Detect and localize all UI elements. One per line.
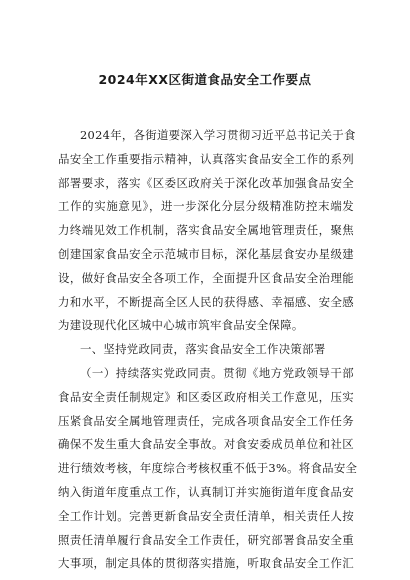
body-line: 进行绩效考核，年度综合考核权重不低于3%。将食品安全 [58, 461, 358, 476]
section-heading: 一、坚持党政同责，落实食品安全工作决策部署 [80, 342, 326, 357]
body-line: 为建设现代化区城中心城市筑牢食品安全保障。 [58, 318, 304, 333]
body-line: 压紧食品安全属地管理责任，完成各项食品安全工作任务 [58, 413, 354, 428]
body-line: 大事项，制定具体的贯彻落实措施，听取食品安全工作汇 [58, 556, 354, 571]
body-line: 力终端见效工作机制，落实食品安全属地管理责任，聚焦 [58, 223, 354, 238]
body-line: 纳入街道年度重点工作，认真制订并实施街道年度食品安 [58, 484, 354, 499]
body-line: 照责任清单履行食品安全工作责任，研究部署食品安全重 [58, 532, 354, 547]
body-line: 部署要求，落实《区委区政府关于深化改革加强食品安全 [58, 175, 354, 190]
subsection-heading-line: （一）持续落实党政同责。贯彻《地方党政领导干部 [80, 365, 354, 380]
body-line: 确保不发生重大食品安全事故。对食安委成员单位和社区 [58, 437, 354, 452]
body-line: 力和水平，不断提高全区人民的获得感、幸福感、安全感 [58, 294, 354, 309]
body-line: 设，做好食品安全各项工作，全面提升区食品安全治理能 [58, 270, 354, 285]
body-line: 工作的实施意见》，进一步深化分层分级精准防控末端发 [58, 199, 354, 214]
body-line: 创建国家食品安全示范城市目标，深化基层食安办星级建 [58, 246, 354, 261]
document-title: 2024年XX区街道食品安全工作要点 [98, 72, 312, 87]
document-body [58, 124, 358, 576]
body-line: 食品安全责任制规定》和区委区政府相关工作意见，压实 [58, 389, 354, 404]
body-line: 全工作计划。完善更新食品安全责任清单，相关责任人按 [58, 508, 354, 523]
body-line: 2024年，各街道要深入学习贯彻习近平总书记关于食 [80, 128, 356, 142]
body-line: 品安全工作重要指示精神，认真落实食品安全工作的系列 [58, 151, 354, 166]
